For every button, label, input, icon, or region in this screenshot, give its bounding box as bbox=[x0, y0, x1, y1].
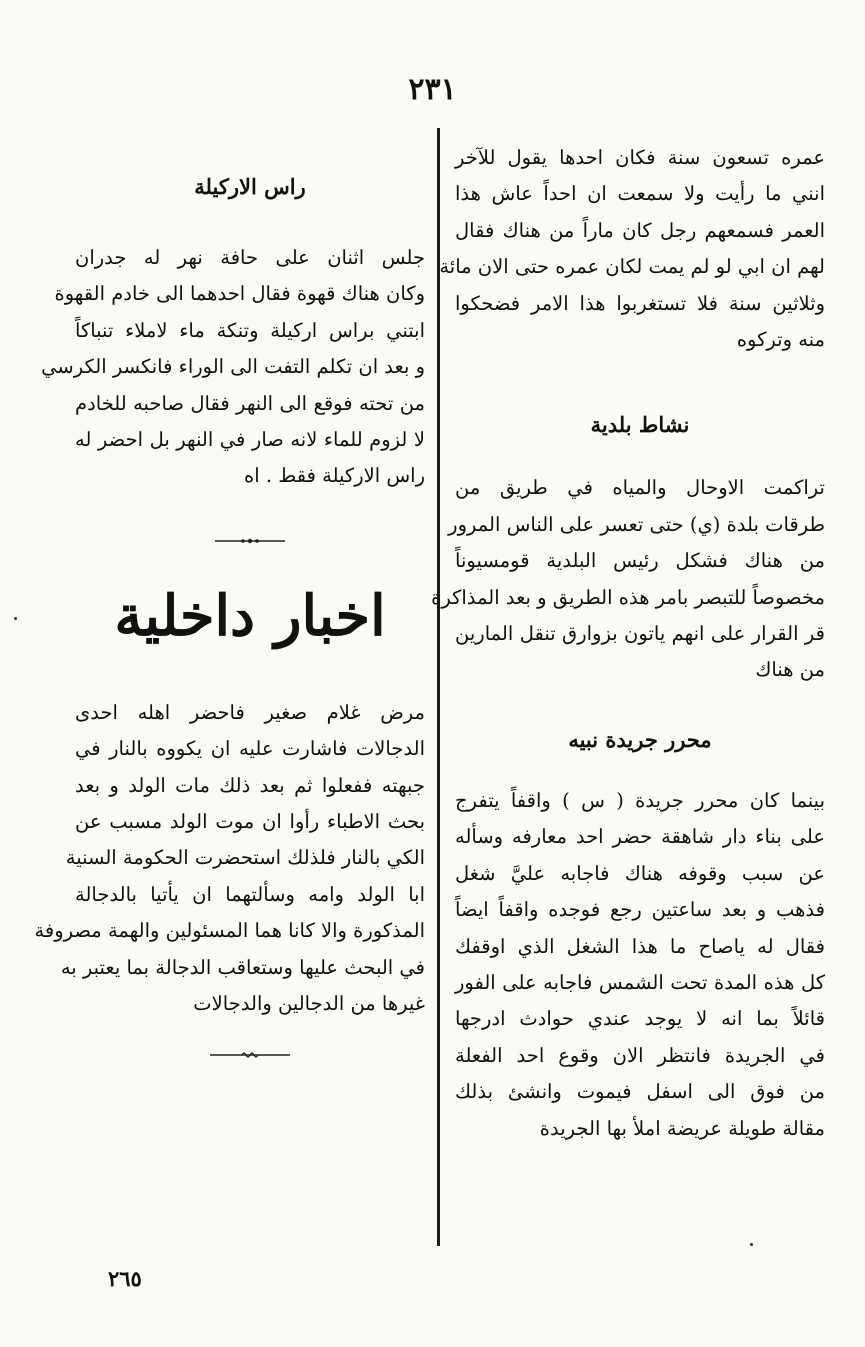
text-line: مقالة طويلة عريضة املأ بها الجريدة bbox=[539, 1116, 825, 1140]
page-number: ٢٣١ bbox=[408, 72, 457, 107]
text-line: في البحث عليها وستعاقب الدجالة بما يعتبر به bbox=[60, 955, 425, 979]
article-body bbox=[41, 240, 425, 495]
text-line: جلس اثنان على حافة نهر له جدران bbox=[75, 246, 425, 269]
text-line: تراكمت الاوحال والمياه في طريق من bbox=[455, 476, 825, 500]
stray-mark bbox=[14, 617, 17, 620]
article-body bbox=[34, 695, 425, 1023]
text-line: وكان هناك قهوة فقال احدهما الى خادم القهوة bbox=[54, 282, 425, 306]
text-line: على بناء دار شاهقة حضر احد معارفه وسأله bbox=[455, 825, 825, 849]
text-line: بحث الاطباء رأوا ان موت الولد مسبب عن bbox=[75, 810, 425, 834]
text-line: مرض غلام صغير فاحضر اهله احدى bbox=[75, 700, 425, 724]
text-line: ابا الولد وامه وسألتهما ان يأتيا بالدجالة bbox=[75, 882, 425, 906]
ornament-icon bbox=[210, 1050, 290, 1060]
text-line: من فوق الى اسفل فيموت وانشئ بذلك bbox=[455, 1080, 825, 1104]
ornament-divider bbox=[75, 1045, 425, 1065]
intro-paragraph bbox=[439, 140, 825, 358]
section-heading: اخبار داخلية bbox=[114, 582, 386, 649]
text-line: في الجريدة فانتظر الان وقوع احد الفعلة bbox=[455, 1043, 825, 1067]
text-line: العمر فسمعهم رجل كان ماراً من هناك فقال bbox=[455, 218, 825, 242]
text-line: انني ما رأيت ولا سمعت ان احداً عاش هذا bbox=[455, 182, 825, 206]
text-line: منه وتركوه bbox=[736, 328, 825, 352]
text-line: مخصوصاً للتبصر بامر هذه الطريق و بعد المذاكرة bbox=[431, 585, 825, 609]
column-divider bbox=[437, 128, 440, 1246]
article-title: محرر جريدة نبيه bbox=[568, 726, 712, 752]
article-title: نشاط بلدية bbox=[590, 412, 690, 438]
text-line: عمره تسعون سنة فكان احدها يقول للآخر bbox=[455, 146, 825, 169]
article-title: راس الاركيلة bbox=[194, 174, 306, 199]
text-line: الكي بالنار فلذلك استحضرت الحكومة السنية bbox=[65, 846, 425, 870]
text-line: قر القرار على انهم ياتون بزوارق تنقل المارين bbox=[455, 622, 825, 646]
text-line: و بعد ان تكلم التفت الى الوراء فانكسر الكرسي bbox=[41, 355, 425, 379]
ornament-divider bbox=[75, 531, 425, 551]
text-line: من تحته فوقع الى النهر فقال صاحبه للخادم bbox=[75, 391, 425, 415]
text-line: جبهته ففعلوا ثم بعد ذلك مات الولد و بعد bbox=[75, 773, 425, 797]
stray-mark bbox=[750, 1243, 753, 1246]
text-line: وثلاثين سنة فلا تستغربوا هذا الامر فضحكوا bbox=[455, 291, 825, 315]
text-line: بينما كان محرر جريدة ( س ) واقفاً يتفرج bbox=[455, 788, 825, 812]
article-body bbox=[455, 783, 825, 1147]
text-line: لا لزوم للماء لانه صار في النهر بل احضر له bbox=[75, 428, 425, 452]
text-line: من هناك فشكل رئيس البلدية قومسيوناً bbox=[455, 549, 825, 573]
right-column bbox=[431, 140, 825, 1147]
article-body bbox=[431, 470, 825, 688]
text-line: طرقات بلدة (ي) حتى تعسر على الناس المرور bbox=[448, 512, 825, 536]
left-column bbox=[34, 160, 425, 1065]
text-line: غيرها من الدجالين والدجالات bbox=[193, 992, 425, 1016]
text-line: ابتني براس اركيلة وتنكة ماء لاملاء تنباكاً bbox=[75, 318, 425, 342]
text-line: لهم ان ابي لو لم يمت لكان عمره حتى الان مائة bbox=[439, 255, 825, 279]
text-line: فقال له ياصاح ما هذا الشغل الذي اوقفك bbox=[455, 934, 825, 958]
text-line: الدجالات فاشارت عليه ان يكووه بالنار في bbox=[75, 737, 425, 761]
text-line: فذهب و بعد ساعتين رجع فوجده واقفاً ايضاً bbox=[455, 898, 825, 922]
text-line: المذكورة والا كانا هما المسئولين والهمة مصروفة bbox=[34, 919, 425, 943]
ornament-icon bbox=[215, 536, 285, 546]
footer-page-number: ٢٦٥ bbox=[108, 1266, 142, 1291]
text-line: من هناك bbox=[755, 658, 825, 682]
text-line: قائلاً بما انه لا يوجد عندي حوادث ادرجها bbox=[455, 1007, 825, 1031]
text-line: عن سبب وقوفه هناك فاجابه عليَّ شغل bbox=[455, 861, 825, 885]
text-line: راس الاركيلة فقط . اه bbox=[244, 464, 425, 488]
text-line: كل هذه المدة تحت الشمس فاجابه على الفور bbox=[455, 970, 825, 994]
